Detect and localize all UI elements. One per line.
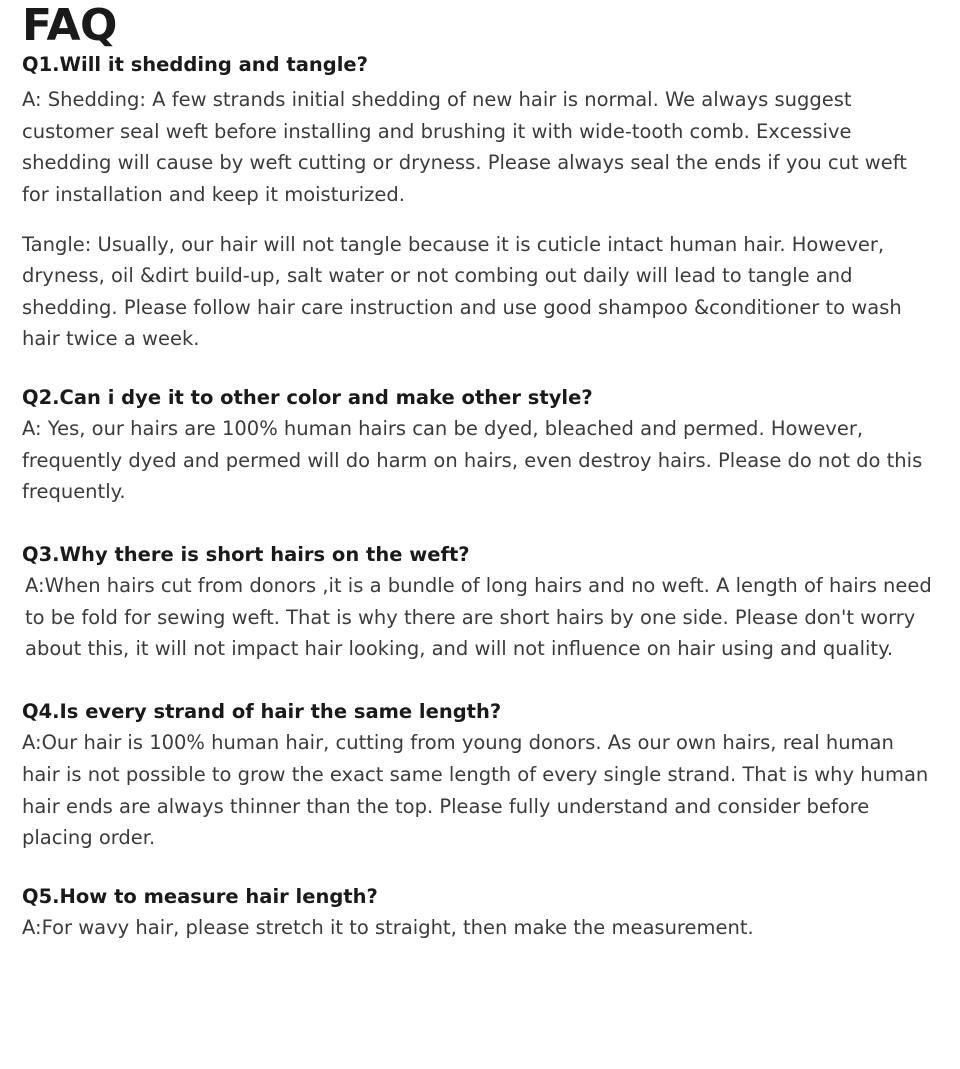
faq-item-2 [22,385,936,508]
faq-question-4: Q4.Is every strand of hair the same length? [22,700,502,724]
faq-question-5: Q5.How to measure hair length? [22,884,378,908]
faq-answer-4: A:Our hair is 100% human hair, cutting from young donors. As our own hairs, real human hair is not possible to grow the exact same length of every single strand. That is why human hair ends are always thinner than the top. Please fully understand and consider before placing order. [22,731,929,850]
faq-answer-2: A: Yes, our hairs are 100% human hairs can be dyed, bleached and permed. However, frequently dyed and permed will do harm on hairs, even destroy hairs. Please do not do this frequently. [22,417,923,504]
faq-answer-5: A:For wavy hair, please stretch it to straight, then make the measurement. [22,915,754,939]
faq-answer-1b: Tangle: Usually, our hair will not tangle because it is cuticle intact human hair. However, dryness, oil &dirt build-up, salt water or not combing out daily will lead to tangle and shedding. Please follow hair care instruction and use good shampoo &conditioner to wash hair twice a week. [22,232,902,351]
page-title: FAQ [22,0,117,51]
faq-item-5 [22,884,936,944]
faq-item-4 [22,699,936,854]
faq-question-3: Q3.Why there is short hairs on the weft? [22,542,470,566]
faq-item-3 [22,542,936,665]
faq-question-2: Q2.Can i dye it to other color and make other style? [22,385,593,409]
faq-question-1: Q1.Will it shedding and tangle? [22,53,368,76]
faq-answer-1a: A: Shedding: A few strands initial shedding of new hair is normal. We always suggest customer seal weft before installing and brushing it with wide-tooth comb. Excessive shedding will cause by weft cutting or dryness. Please always seal the ends if you cut weft for installation and keep it moisturized. [22,88,907,207]
faq-answer-3: A:When hairs cut from donors ,it is a bundle of long hairs and no weft. A length of hairs need to be fold for sewing weft. That is why there are short hairs by one side. Please don't worry about this, it will not impact hair looking, and will not influence on hair using and quality. [25,574,932,661]
faq-item-1 [22,52,936,355]
